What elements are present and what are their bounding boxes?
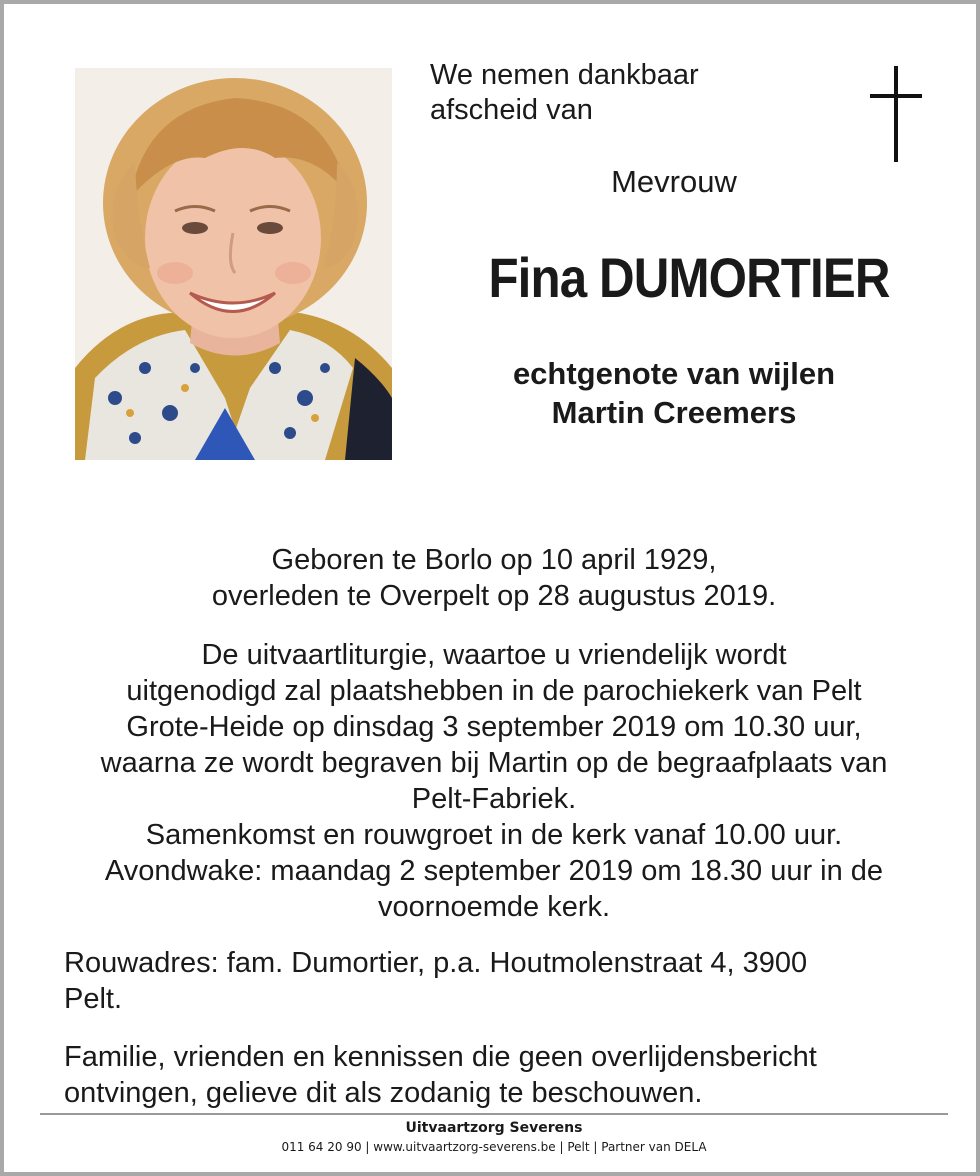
text-line: Pelt-Fabriek.: [411, 783, 577, 815]
notice-text: [64, 1039, 924, 1111]
text-line: Grote-Heide op dinsdag 3 september 2019 om 10.30 uur,: [126, 711, 862, 743]
text-line: voornoemde kerk.: [377, 891, 611, 923]
portrait-photo: [75, 68, 392, 460]
mourning-address: [64, 945, 924, 1017]
text-line: uitgenodigd zal plaatshebben in de parochiekerk van Pelt: [126, 675, 862, 707]
funeral-home-name: Uitvaartzorg Severens: [405, 1120, 583, 1136]
intro-line-2: afscheid van: [430, 94, 593, 126]
footer-divider: [40, 1113, 948, 1115]
text-line: Familie, vrienden en kennissen die geen overlijdensbericht: [64, 1041, 817, 1073]
text-line: Avondwake: maandag 2 september 2019 om 18.30 uur in de: [104, 855, 884, 887]
birth-death-text: [44, 542, 944, 614]
text-line: Rouwadres: fam. Dumortier, p.a. Houtmolenstraat 4, 3900: [64, 947, 808, 979]
text-line: waarna ze wordt begraven bij Martin op de begraafplaats van: [100, 747, 888, 779]
text-line: Geboren te Borlo op 10 april 1929,: [271, 544, 717, 576]
deceased-name: Fina DUMORTIER: [488, 246, 890, 309]
spouse-block: [424, 354, 924, 432]
intro-text: [430, 58, 699, 128]
text-line: overleden te Overpelt op 28 augustus 2019.: [211, 580, 777, 612]
text-line: Pelt.: [64, 983, 123, 1015]
text-line: De uitvaartliturgie, waartoe u vriendelijk wordt: [201, 639, 787, 671]
intro-line-1: We nemen dankbaar: [430, 59, 699, 91]
text-line: Samenkomst en rouwgroet in de kerk vanaf 10.00 uur.: [145, 819, 843, 851]
funeral-home-contact: 011 64 20 90 | www.uitvaartzorg-severens.be | Pelt | Partner van DELA: [281, 1140, 707, 1154]
latin-cross-icon: [866, 66, 926, 162]
spouse-line-1: echtgenote van wijlen: [512, 356, 836, 391]
spouse-line-2: Martin Creemers: [551, 395, 797, 430]
text-line: ontvingen, gelieve dit als zodanig te beschouwen.: [64, 1077, 703, 1109]
honorific: Mevrouw: [611, 164, 737, 199]
funeral-details: [44, 637, 944, 925]
